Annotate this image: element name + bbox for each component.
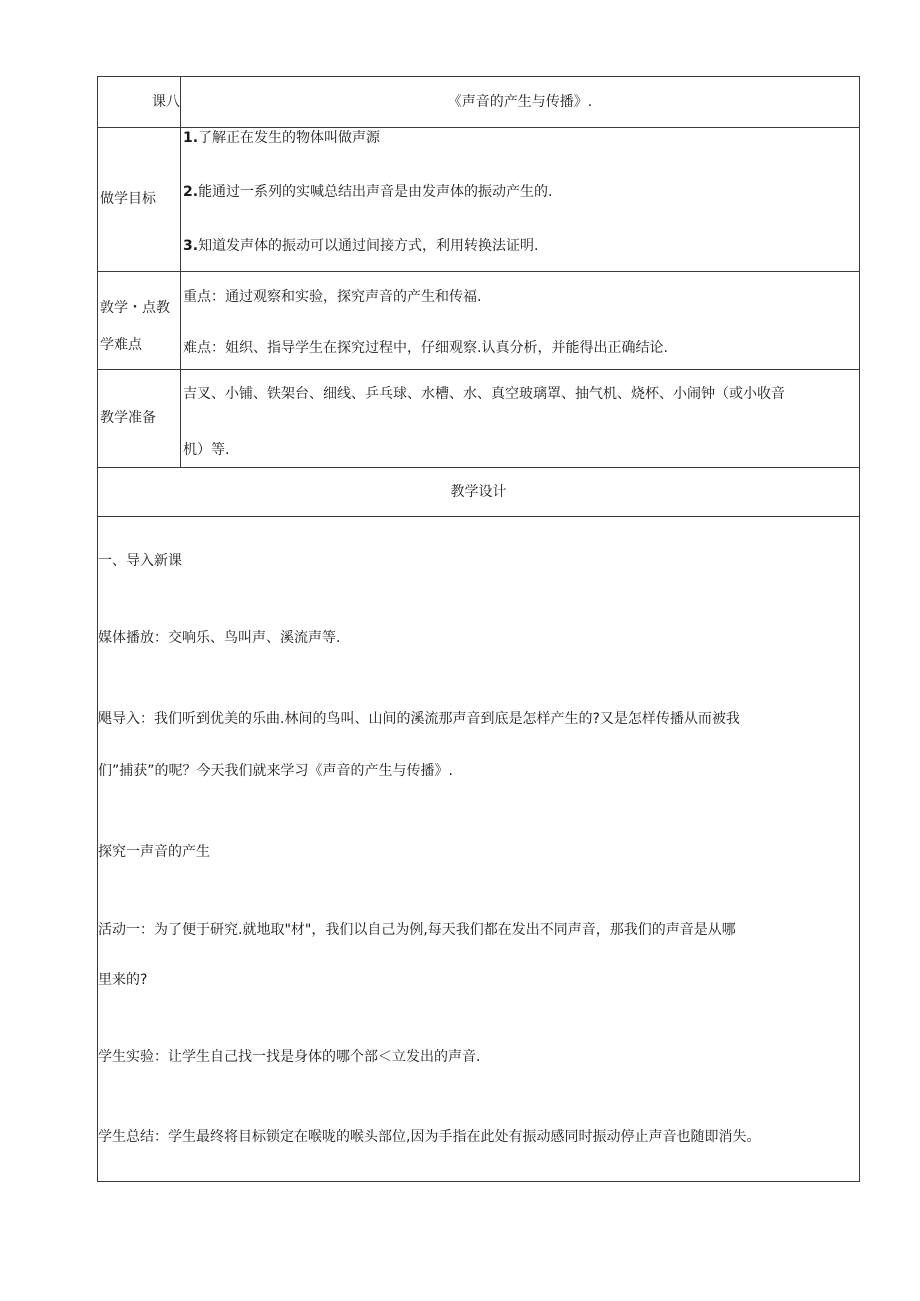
goal-item-3 [183, 238, 539, 255]
goal-number: 3. [183, 238, 199, 254]
goal-item-2 [183, 184, 553, 201]
goal-text: 能通过一系列的实喊总结出声音是由发声体的振动产生的. [198, 184, 553, 200]
focus-point: 重点：通过观察和实验，探究声音的产生和传福. [183, 289, 482, 305]
preparation-label: 教学准备 [98, 370, 181, 468]
body-line-4: 们”捕获”的呢？今天我们就来学习《声音的产生与传播》. [98, 763, 453, 779]
goal-text: 知道发声体的振动可以通过间接方式，利用转换法证明. [198, 238, 539, 254]
goal-item-1 [183, 130, 380, 147]
preparation-cell [181, 370, 860, 468]
design-body [98, 517, 860, 1182]
body-line-1: 一、导入新课 [98, 553, 182, 569]
body-line-7: 里来的? [98, 972, 148, 988]
design-header-row [98, 468, 860, 517]
body-line-8: 学生实验：让学生自己找一找是身体的哪个部＜立发出的声音. [98, 1049, 481, 1065]
goal-number: 1. [183, 130, 199, 146]
goals-row [98, 128, 860, 272]
title-label: 课八 [98, 77, 181, 128]
goal-text: 了解正在发生的物体叫做声源 [198, 130, 381, 146]
body-line-9: 学生总结：学生最终将目标锁定在喉咙的喉头部位,因为手指在此处有振动感同时振动停止声音也随即消失。 [98, 1129, 761, 1145]
lesson-plan-table [97, 76, 860, 1182]
key-points-label-line2: 学难点 [100, 337, 142, 353]
key-points-cell [181, 272, 860, 370]
preparation-line-2: 机）等. [183, 442, 230, 458]
goals-label: 做学目标 [98, 128, 181, 272]
key-points-row [98, 272, 860, 370]
preparation-line-1: 吉叉、小铺、铁架台、细线、乒乓球、水槽、水、真空玻璃罩、抽气机、烧杯、小闹钟（或小收音 [183, 386, 785, 402]
key-points-label-line1: 敦学・点教 [100, 300, 170, 316]
body-line-3: 飓导入：我们听到优美的乐曲.林间的鸟叫、山间的溪流那声音到底是怎样产生的?又是怎样传播从而被我 [98, 711, 740, 727]
lesson-title: 《声音的产生与传播》. [181, 77, 860, 128]
difficulty-point: 难点：姐织、指导学生在探究过程中，仔细观察.认真分析，并能得出正确结论. [183, 340, 668, 356]
body-line-5: 探究一声音的产生 [98, 844, 210, 860]
key-points-label [98, 272, 181, 370]
goal-number: 2. [183, 184, 199, 200]
design-header: 教学设计 [98, 468, 860, 517]
body-line-2: 媒体播放：交响乐、鸟叫声、溪流声等. [98, 630, 341, 646]
body-line-6: 活动一：为了便于研究.就地取"材"，我们以自己为例,每天我们都在发出不同声音，那我们的声音是从哪 [98, 922, 736, 938]
preparation-row [98, 370, 860, 468]
title-row [98, 77, 860, 128]
design-body-row [98, 517, 860, 1182]
goals-cell [181, 128, 860, 272]
